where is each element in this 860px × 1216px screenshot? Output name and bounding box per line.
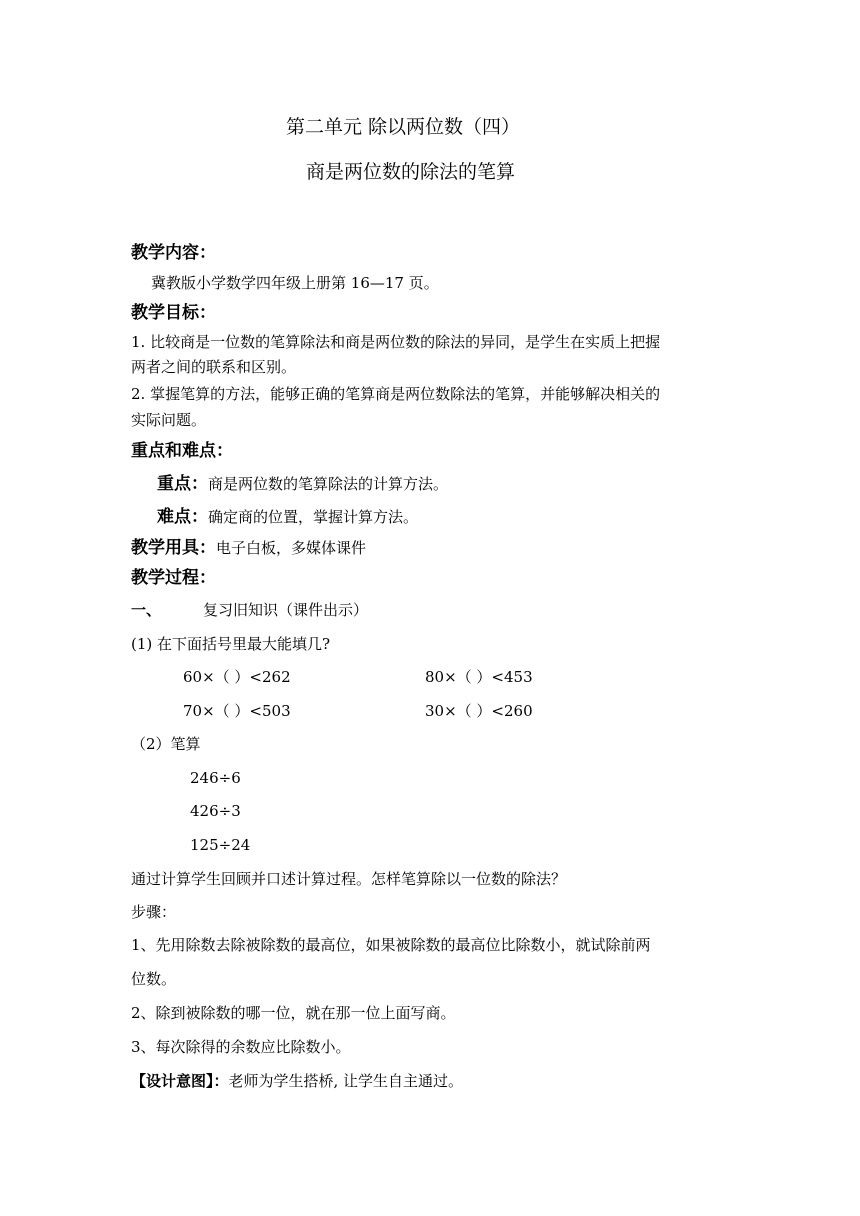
goal-1-line-1: 1. 比较商是一位数的笔算除法和商是两位数的除法的异同，是学生在实质上把握 bbox=[131, 333, 661, 351]
document-title: 第二单元 除以两位数（四） bbox=[286, 116, 521, 138]
difficulty-point bbox=[157, 505, 418, 529]
tools-label: 教学用具： bbox=[131, 538, 216, 558]
fill-item: 70×（ ）<503 bbox=[183, 702, 291, 720]
key-label: 重点： bbox=[157, 474, 208, 494]
keypoints-heading: 重点和难点： bbox=[131, 441, 233, 461]
question-2: （2）笔算 bbox=[131, 735, 201, 753]
goal-2-line-2: 实际问题。 bbox=[131, 411, 207, 429]
goal-1-line-2: 两者之间的联系和区别。 bbox=[131, 358, 297, 376]
process-heading: 教学过程： bbox=[131, 568, 216, 588]
section-1-heading bbox=[131, 600, 368, 620]
tools-text: 电子白板，多媒体课件 bbox=[216, 539, 367, 557]
review-text: 通过计算学生回顾并口述计算过程。怎样笔算除以一位数的除法？ bbox=[131, 870, 567, 888]
step-3: 3、每次除得的余数应比除数小。 bbox=[131, 1038, 351, 1056]
step-2: 2、除到被除数的哪一位，就在那一位上面写商。 bbox=[131, 1004, 456, 1022]
question-1: (1) 在下面括号里最大能填几? bbox=[131, 635, 331, 653]
calc-item: 246÷6 bbox=[190, 769, 241, 787]
design-text: 老师为学生搭桥, 让学生自主通过。 bbox=[228, 1072, 464, 1090]
fill-item: 30×（ ）<260 bbox=[425, 702, 533, 720]
document-subtitle: 商是两位数的除法的笔算 bbox=[306, 161, 516, 183]
design-label: 【设计意图】： bbox=[131, 1072, 229, 1090]
calc-item: 426÷3 bbox=[190, 802, 241, 820]
design-intent bbox=[131, 1071, 463, 1091]
content-heading: 教学内容： bbox=[131, 243, 216, 263]
goals-heading: 教学目标： bbox=[131, 303, 216, 323]
key-point bbox=[157, 472, 448, 496]
goal-2-line-1: 2. 掌握笔算的方法，能够正确的笔算商是两位数除法的笔算，并能够解决相关的 bbox=[131, 385, 661, 403]
section-1-title: 复习旧知识（课件出示） bbox=[203, 601, 369, 619]
step-1-line-1: 1、先用除数去除被除数的最高位，如果被除数的最高位比除数小，就试除前两 bbox=[131, 936, 651, 954]
fill-item: 60×（ ）<262 bbox=[183, 668, 291, 686]
difficulty-text: 确定商的位置，掌握计算方法。 bbox=[208, 508, 419, 526]
steps-label: 步骤： bbox=[131, 903, 177, 921]
calc-item: 125÷24 bbox=[190, 836, 251, 854]
fill-item: 80×（ ）<453 bbox=[425, 668, 533, 686]
difficulty-label: 难点： bbox=[157, 507, 208, 527]
section-1-number: 一、 bbox=[131, 601, 162, 619]
key-text: 商是两位数的笔算除法的计算方法。 bbox=[208, 475, 449, 493]
content-text: 冀教版小学数学四年级上册第 16—17 页。 bbox=[151, 274, 439, 292]
step-1-line-2: 位数。 bbox=[131, 970, 177, 988]
teaching-tools bbox=[131, 536, 366, 560]
